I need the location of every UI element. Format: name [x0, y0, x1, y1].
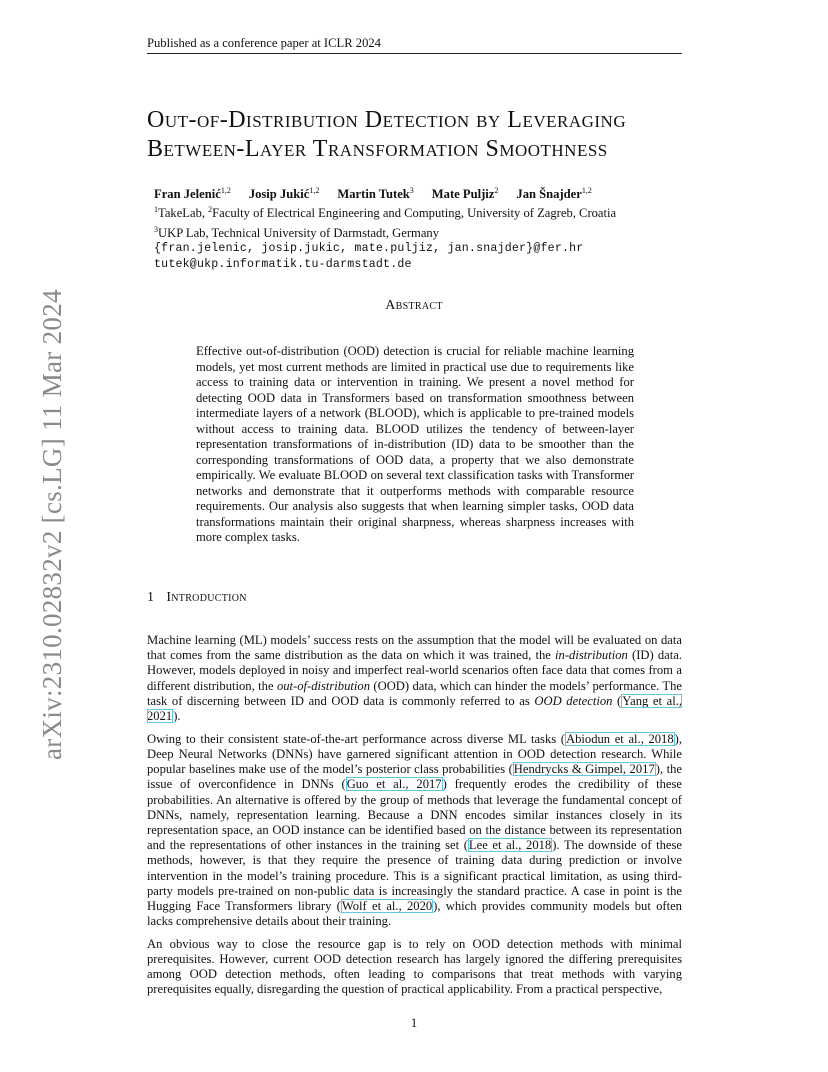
citation-link[interactable]: Wolf et al., 2020	[341, 898, 433, 913]
author	[154, 183, 231, 202]
author-affiliation-mark: 2	[494, 186, 499, 195]
abstract-text: Effective out-of-distribution (OOD) detection is crucial for reliable machine learning models, yet most current methods are limited in practical use due to requirements like access to training data or intervention in training. We present a novel method for detecting OOD data in Transformers based on transformation smoothness between intermediate layers of a network (BLOOD), which is applicable to pre-trained models without access to training data. BLOOD utilizes the tendency of between-layer representation transformations of in-distribution (ID) data to be smoother than the corresponding transformations of OOD data, a property that we also demonstrate empirically. We evaluate BLOOD on several text classification tasks with Transformer networks and demonstrate that it outperforms methods with comparable resource requirements. Our analysis also suggests that when learning simpler tasks, OOD data transformations maintain their original sharpness, whereas sharpness increases with more complex tasks.	[196, 344, 634, 544]
author-name: Josip Jukić	[248, 187, 310, 202]
author	[337, 183, 413, 202]
abstract-heading: Abstract	[385, 298, 443, 313]
author-name: Jan Šnajder	[516, 187, 582, 202]
title-line-2: Between-Layer Transformation Smoothness	[147, 136, 608, 162]
author-name: Fran Jelenić	[154, 187, 221, 202]
citation-link[interactable]: Yang et al., 2021	[147, 693, 682, 724]
header-rule	[147, 53, 682, 54]
body-text	[147, 633, 682, 1005]
affiliation-line-1: $^1$TakeLab, $^2$Faculty of Electrical Engineering and Computing, University of Zagreb, Croatia	[154, 205, 617, 221]
paper-title	[147, 106, 707, 164]
paragraph: Machine learning (ML) models’ success rests on the assumption that the model will be evaluated on data that comes from the same distribution as the data on which it was trained, the in-distribution (ID) data. However, models deployed in noisy and imperfect real-world scenarios often face data that comes from a different distribution, the out-of-distribution (OOD) data, which can hinder the models’ performance. The task of discerning between ID and OOD data is commonly referred to as OOD detection (Yang et al., 2021).	[147, 633, 682, 724]
author-name: Martin Tutek	[337, 187, 410, 202]
section-title: Introduction	[166, 590, 247, 605]
page-number: 1	[410, 1016, 418, 1030]
paragraph: An obvious way to close the resource gap is to rely on OOD detection methods with minimal prerequisites. However, current OOD detection research has largely ignored the differing prerequisites among OOD detection methods, often leading to comparisons that treat methods with varying prerequisites equally, disregarding the question of practical applicability. From a practical perspective,	[147, 936, 682, 997]
author-affiliation-mark: 3	[409, 186, 414, 195]
author	[249, 183, 320, 202]
citation-link[interactable]: Hendrycks & Gimpel, 2017	[513, 762, 655, 777]
paragraph: Owing to their consistent state-of-the-art performance across diverse ML tasks (Abiodun et al., 2018), Deep Neural Networks (DNNs) have garnered significant attention in OOD detection research. While popular baselines make use of the model’s posterior class probabilities (Hendrycks & Gimpel, 2017), the issue of overconfidence in DNNs (Guo et al., 2017) frequently erodes the credibility of these probabilities. An alternative is offered by the group of methods that leverage the fundamental concept of DNNs, namely, representation learning. Because a DNN encodes similar instances closely in its representation space, an OOD instance can be identified based on the distance between its representation and the representations of other instances in the training set (Lee et al., 2018). The downside of these methods, however, is that they require the presence of training data during prediction or involve intervention in the model’s training procedure. This is a significant practical limitation, as using third-party models pre-trained on non-public data is increasingly the standard practice. A case in point is the Hugging Face Transformers library (Wolf et al., 2020), which provides community models but often lacks comprehensive details about their training.	[147, 731, 682, 929]
section-heading	[147, 590, 682, 606]
citation-link[interactable]: Lee et al., 2018	[468, 838, 552, 853]
citation-link[interactable]: Guo et al., 2017	[346, 777, 442, 792]
author-affiliation-mark: 1,2	[220, 186, 231, 195]
email-line-1: {fran.jelenic, josip.jukic, mate.puljiz, jan.snajder}@fer.hr	[154, 242, 584, 256]
author-affiliation-mark: 1,2	[309, 186, 320, 195]
section-number: 1	[147, 590, 155, 605]
affiliation-line-2: $^3$UKP Lab, Technical University of Darmstadt, Germany	[154, 224, 440, 241]
author-affiliation-mark: 1,2	[581, 186, 592, 195]
author	[432, 183, 499, 202]
email-line-2: tutek@ukp.informatik.tu-darmstadt.de	[154, 257, 412, 271]
author-block	[154, 183, 694, 272]
author-names	[154, 183, 694, 202]
author-name: Mate Puljiz	[431, 187, 495, 202]
title-line-1: Out-of-Distribution Detection by Leveraging	[147, 107, 627, 133]
author	[516, 183, 591, 202]
running-header: Published as a conference paper at ICLR 2024	[147, 36, 381, 50]
arxiv-identifier: arXiv:2310.02832v2 [cs.LG] 11 Mar 2024	[37, 289, 67, 760]
citation-link[interactable]: Abiodun et al., 2018	[566, 731, 674, 746]
